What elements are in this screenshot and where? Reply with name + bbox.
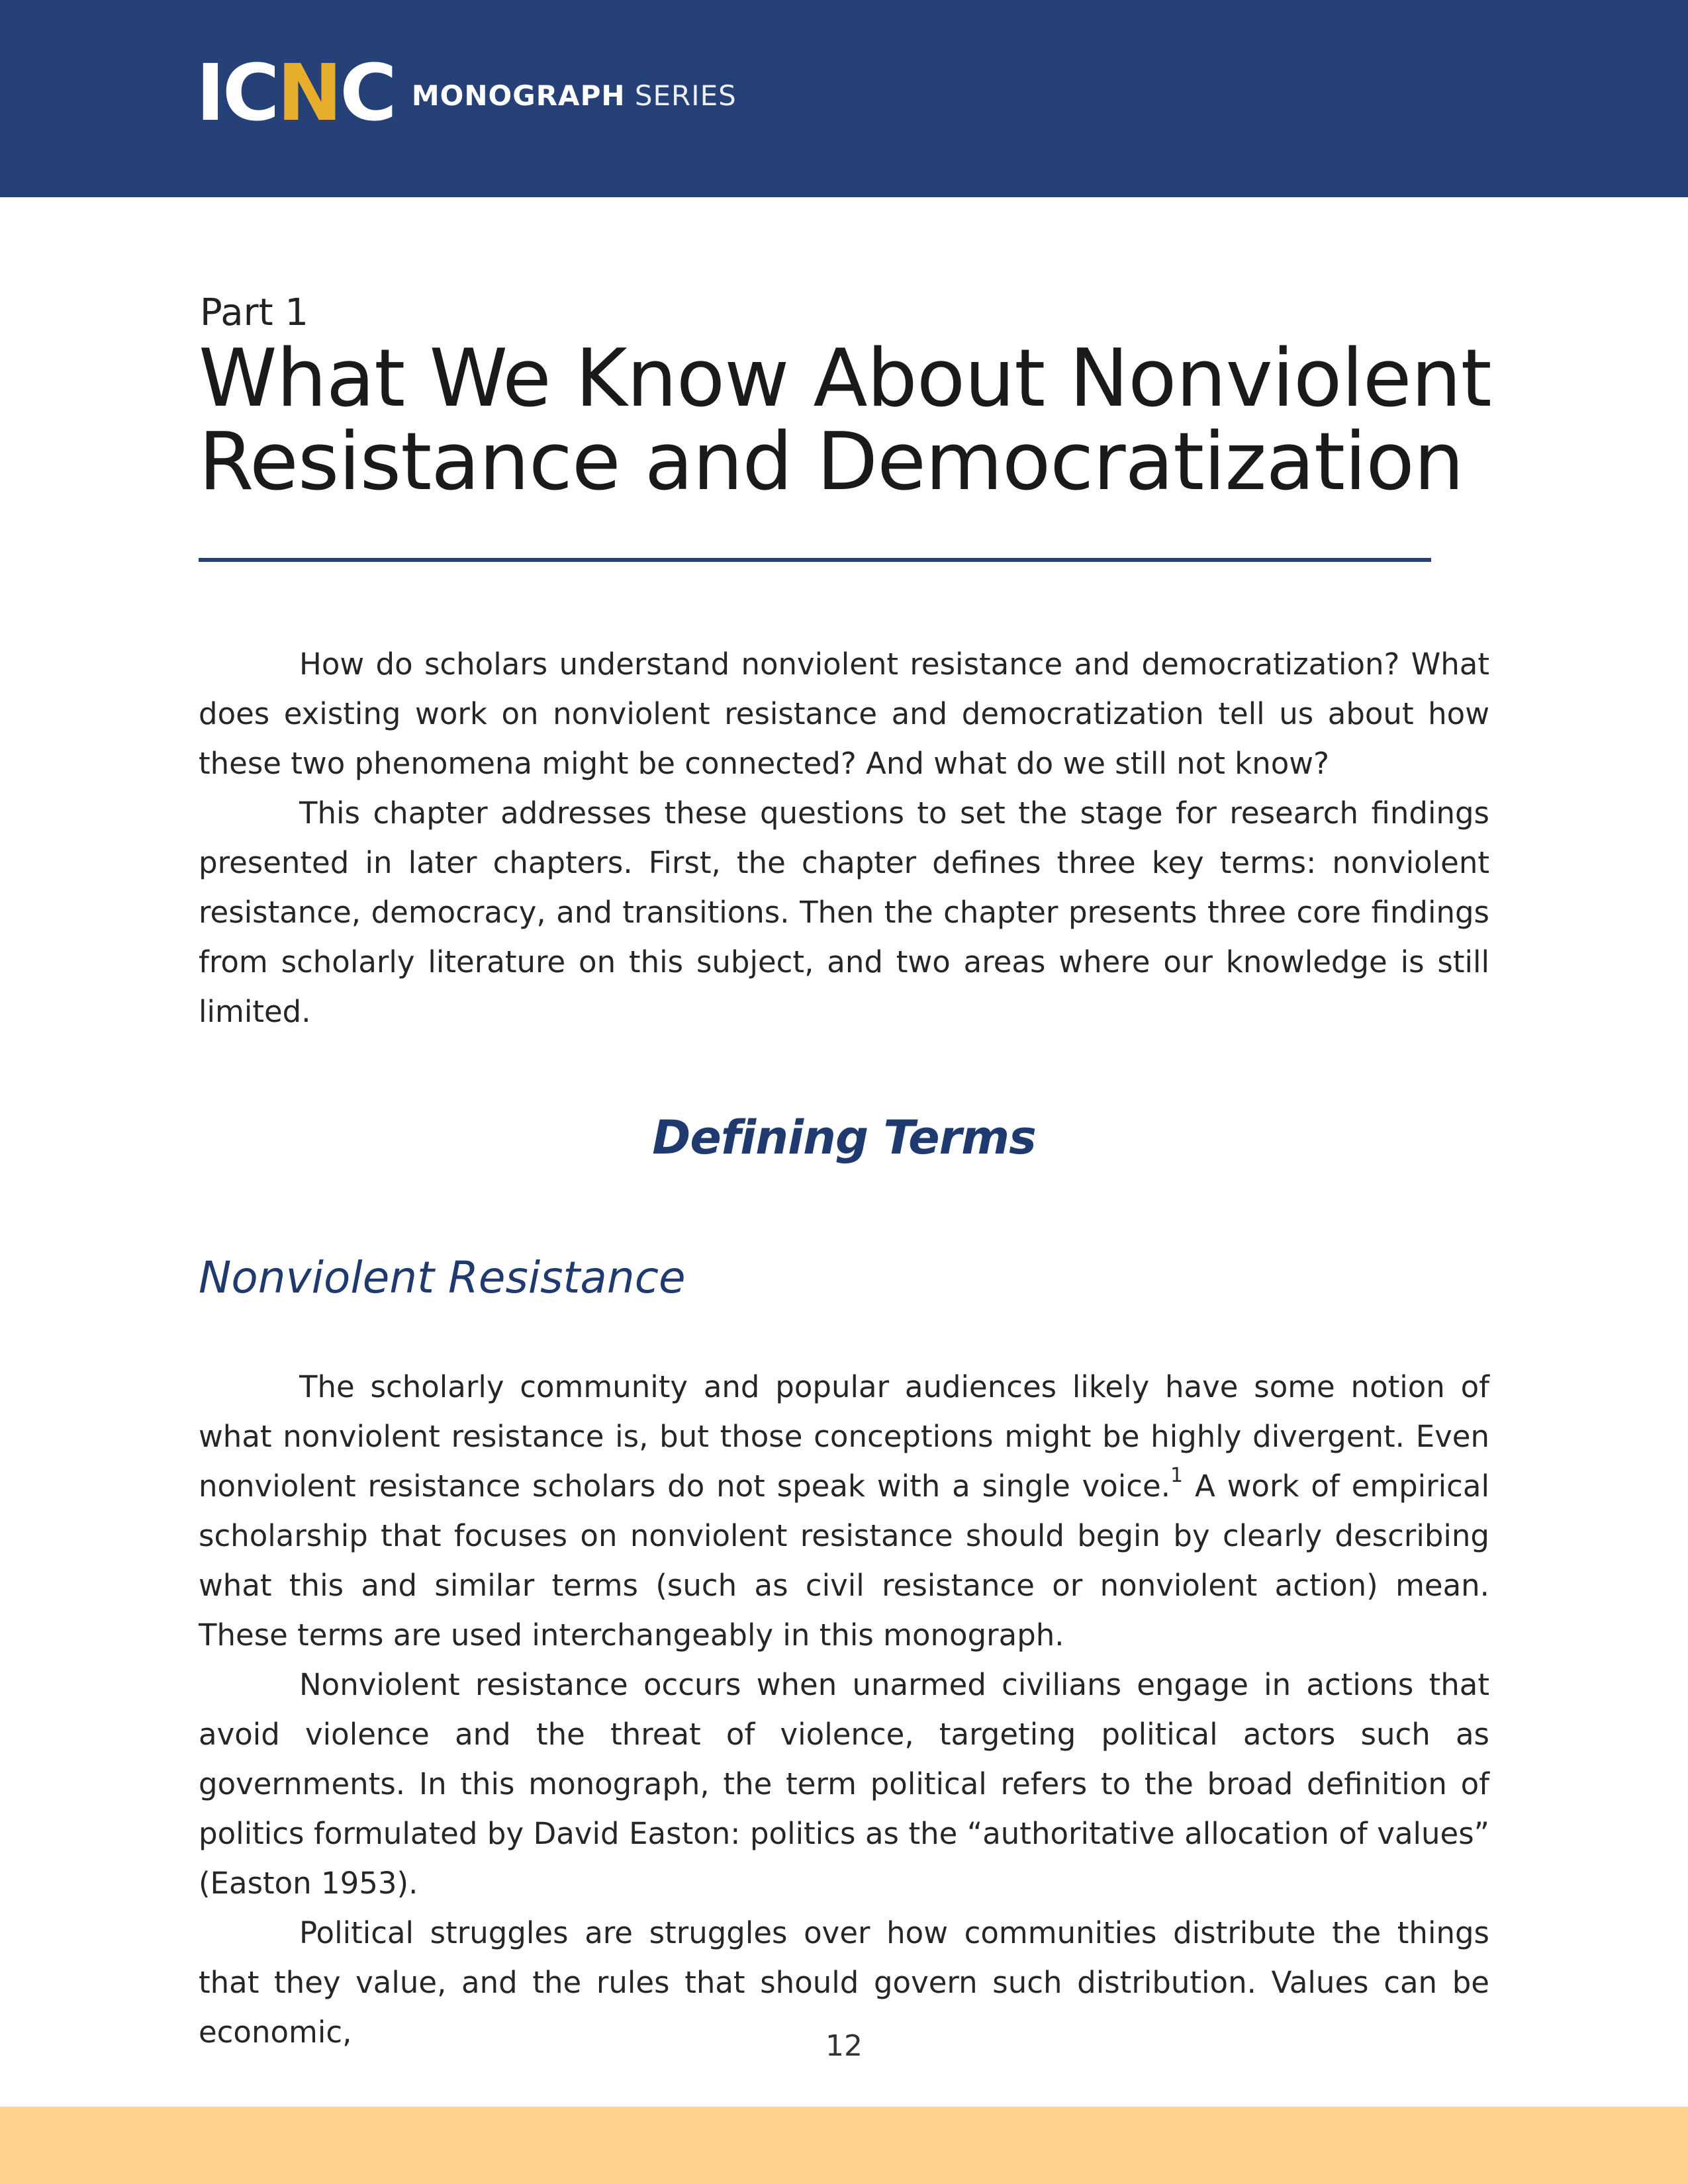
footnote-marker[interactable]: 1 <box>1170 1464 1184 1487</box>
section-body-text <box>199 1362 1489 2057</box>
part-label: Part 1 <box>200 291 308 334</box>
section-heading: Defining Terms <box>652 1111 1036 1165</box>
logo-mark: ICNC <box>196 47 395 138</box>
header-band <box>0 0 1688 197</box>
sub-heading: Nonviolent Resistance <box>199 1252 686 1303</box>
footer-band <box>0 2107 1688 2184</box>
body-paragraph: Political struggles are struggles over how communities distribute the things that they value, and the rules that should govern such distribution. Values can be economic, <box>199 1915 1489 2050</box>
icnc-logo <box>196 47 737 138</box>
page-number: 12 <box>825 2029 863 2063</box>
title-divider <box>199 558 1431 562</box>
body-paragraph: The scholarly community and popular audiences likely have some notion of what nonviolent resistance is, but those conceptions might be highly divergent. Even nonviolent resistance scholars do not speak with a single voice.$^1$ A work of empirical scholarship that focuses on nonviolent resistance should begin by clearly describing what this and similar terms (such as civil resistance or nonviolent action) mean. These terms are used interchangeably in this monograph. <box>199 1369 1490 1653</box>
intro-paragraph: This chapter addresses these questions to set the stage for research findings presented in later chapters. First, the chapter defines three key terms: nonviolent resistance, democracy, and transitions. Then the chapter presents three core findings from scholarly literature on this subject, and two areas where our knowledge is still limited. <box>199 796 1489 1029</box>
series-label: MONOGRAPH SERIES <box>411 79 737 112</box>
intro-paragraph: How do scholars understand nonviolent resistance and democratization? What does existing work on nonviolent resistance and democratization tell us about how these two phenomena might be connected? And what do we still not know? <box>199 647 1489 781</box>
body-paragraph: Nonviolent resistance occurs when unarmed civilians engage in actions that avoid violence and the threat of violence, targeting political actors such as governments. In this monograph, the term political refers to the broad definition of politics formulated by David Easton: politics as the “authoritative allocation of values” (Easton 1953). <box>199 1667 1489 1901</box>
intro-text <box>199 639 1489 1036</box>
chapter-title: What We Know About Nonviolent Resistance and Democratization <box>199 333 1491 508</box>
